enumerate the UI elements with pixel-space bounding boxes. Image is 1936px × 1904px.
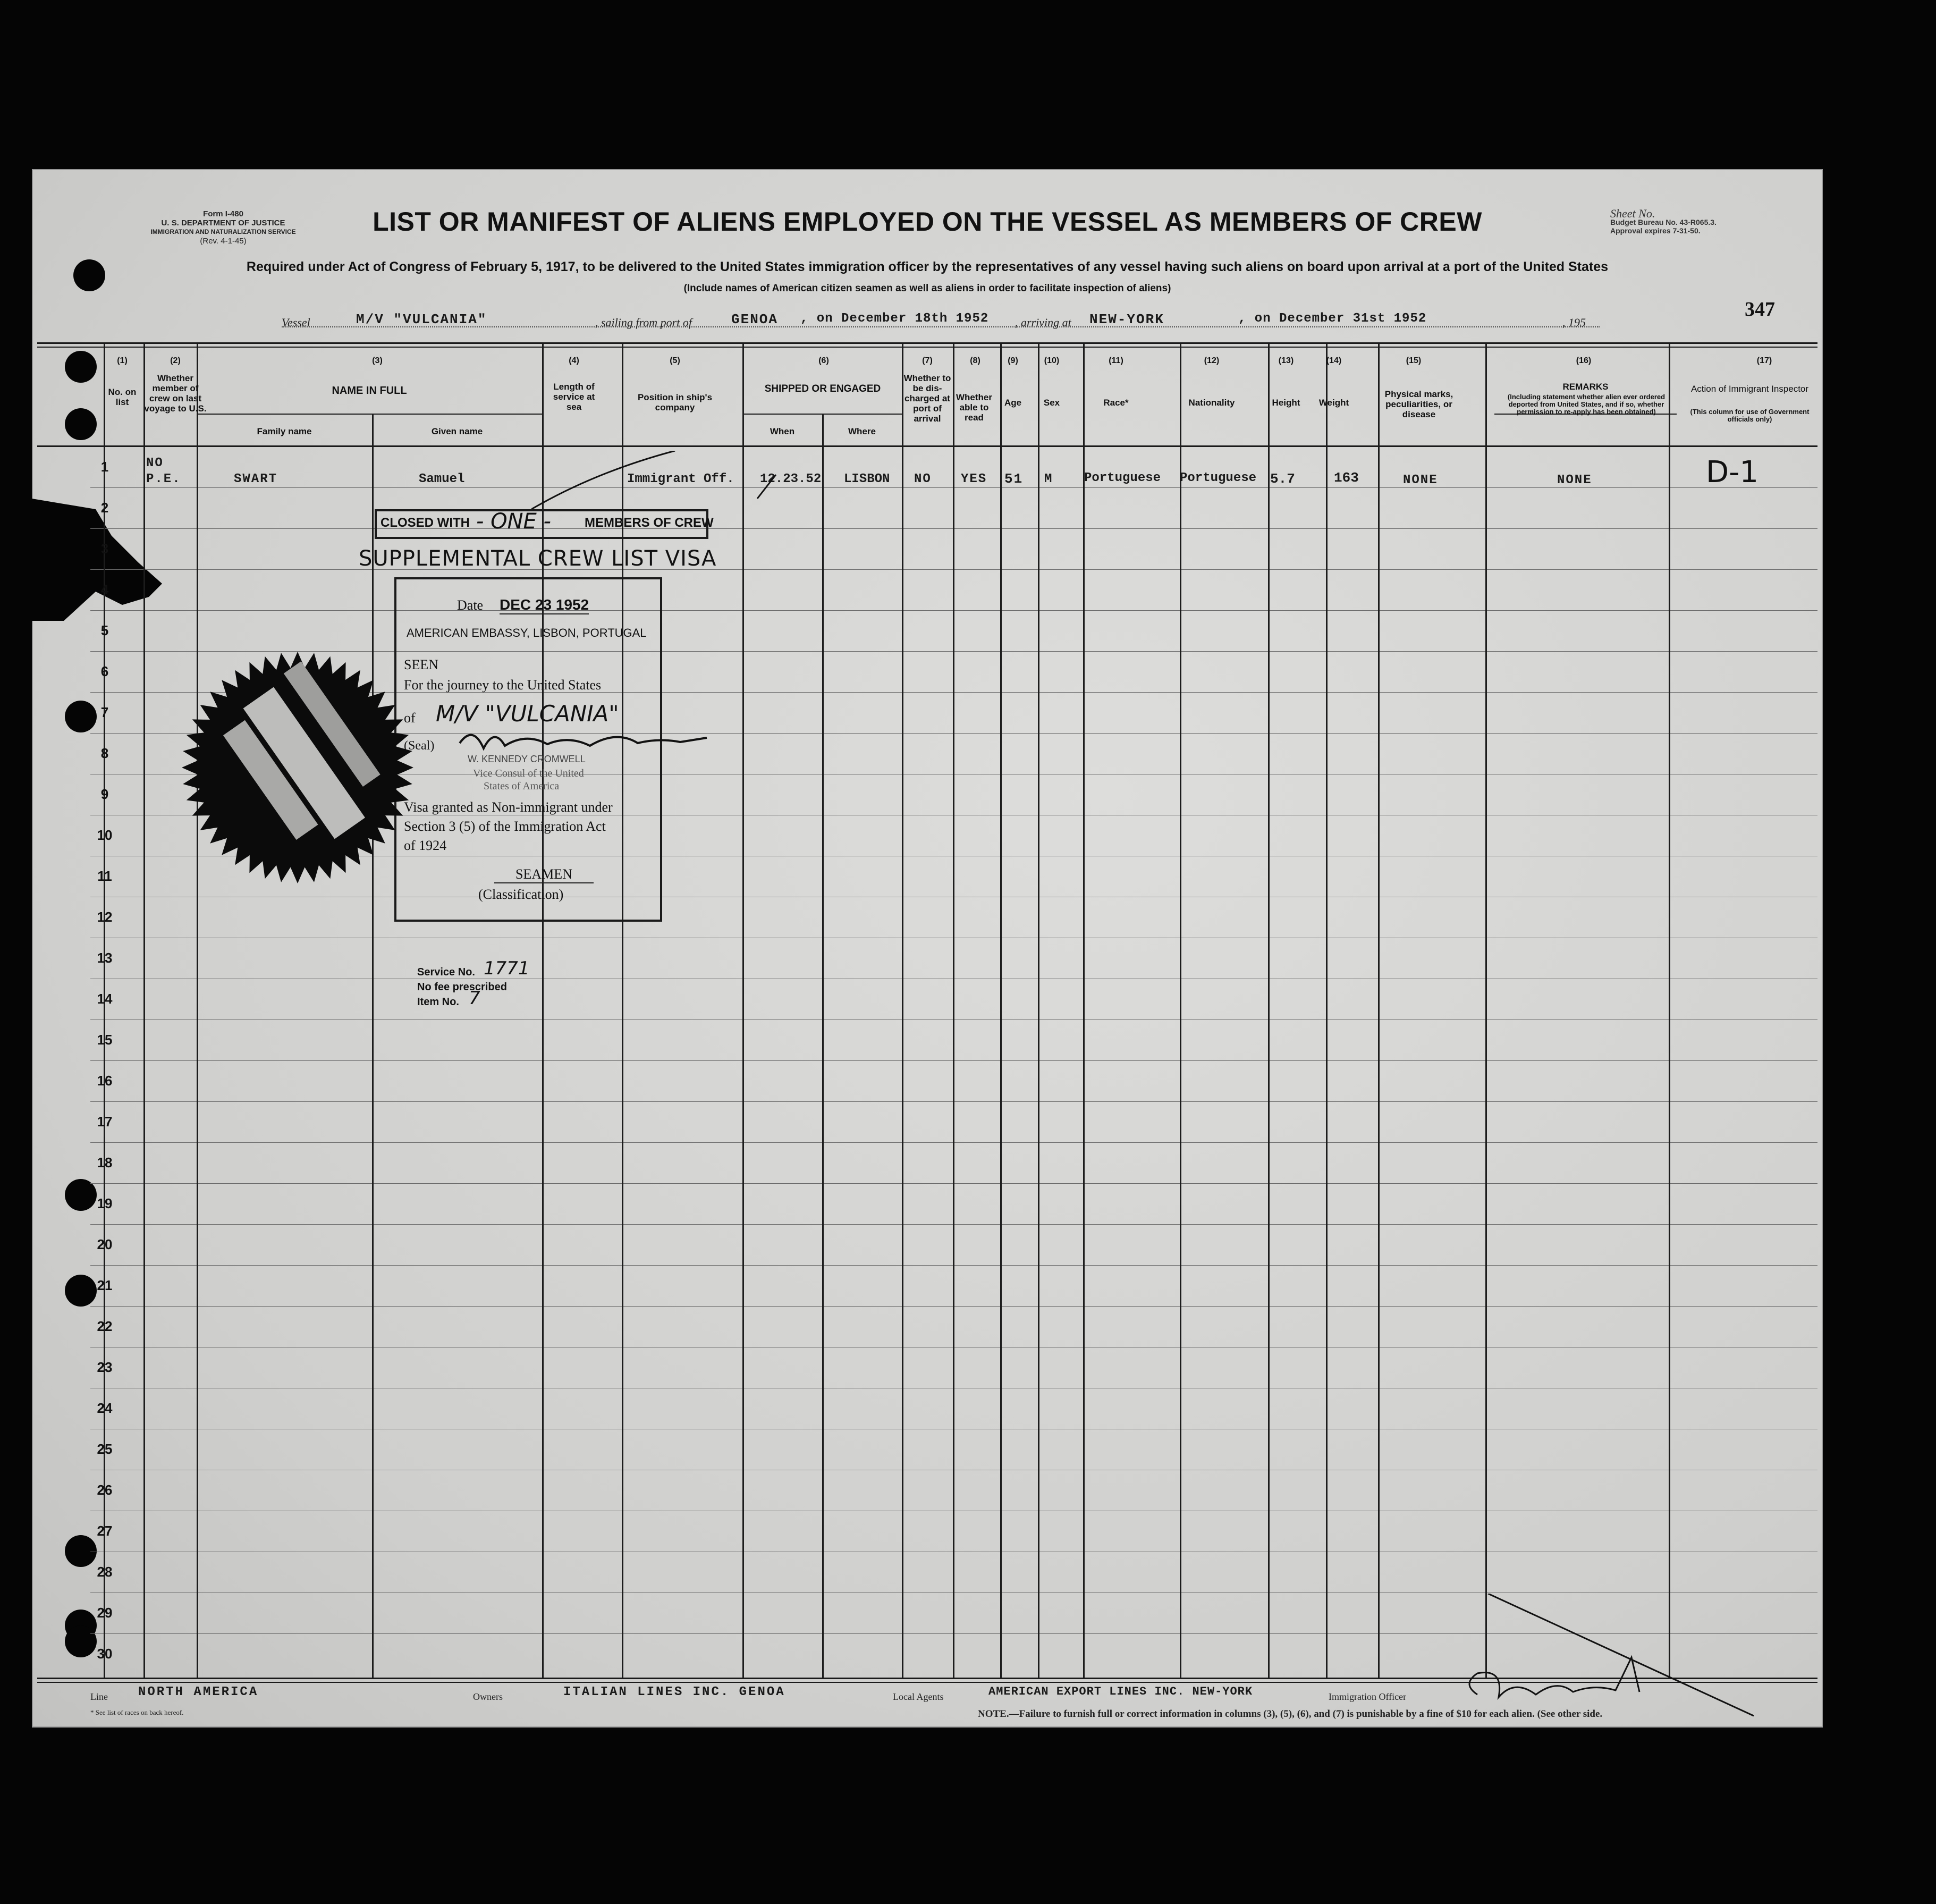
form-rev: (Rev. 4-1-45) — [200, 237, 247, 246]
footer-agents-value: AMERICAN EXPORT LINES INC. NEW-YORK — [988, 1685, 1253, 1698]
consul-title-2: States of America — [484, 780, 560, 792]
entry-given-name: Samuel — [419, 472, 465, 486]
col-num-7: (7) — [922, 356, 933, 365]
col-head-position: Position in ship's company — [637, 392, 713, 412]
column-rule — [1083, 344, 1085, 1679]
row-number: 4 — [100, 582, 109, 597]
arrival-date: , on December 31st 1952 — [1238, 311, 1427, 326]
row-number: 15 — [97, 1032, 113, 1048]
row-number: 5 — [100, 622, 109, 638]
col-num-11: (11) — [1109, 356, 1123, 365]
visa-classification: SEAMEN — [494, 866, 594, 883]
row-number: 19 — [97, 1195, 113, 1211]
entry-marks: NONE — [1403, 473, 1438, 487]
col-head-read: Whether able to read — [956, 392, 992, 423]
column-rule — [742, 344, 744, 1679]
row-number: 25 — [97, 1441, 113, 1457]
col-num-12: (12) — [1204, 356, 1220, 365]
row-number: 24 — [97, 1400, 113, 1416]
consul-title-1: Vice Consul of the United — [473, 768, 584, 779]
torn-edge — [32, 499, 170, 621]
footer-owners-label: Owners — [473, 1691, 503, 1702]
entry-when: 12.23.52 — [760, 472, 822, 486]
sailing-date: , on December 18th 1952 — [800, 311, 989, 326]
row-number: 11 — [97, 868, 112, 884]
entry-race: Portuguese — [1084, 471, 1161, 485]
col-head-when: When — [770, 426, 795, 436]
manifest-sheet — [32, 169, 1823, 1728]
row-number: 21 — [97, 1277, 113, 1293]
column-rule — [542, 344, 544, 1679]
column-rule — [1268, 344, 1270, 1679]
budget-bureau: Budget Bureau No. 43-R065.3. — [1610, 218, 1717, 226]
subtitle-note: (Include names of American citizen seamen as well as aliens in order to facilitate inspection of aliens) — [683, 283, 1171, 294]
column-rule — [953, 344, 954, 1679]
closed-members-label: MEMBERS OF CREW — [585, 516, 714, 530]
year-tail: , 195 — [1562, 316, 1586, 329]
visa-granted-2: Section 3 (5) of the Immigration Act — [404, 819, 606, 834]
column-rule — [822, 414, 824, 1679]
row-number: 9 — [100, 786, 109, 802]
col-head-discharged: Whether to be dis- charged at port of arrival — [903, 373, 951, 424]
visa-date-label: Date — [457, 597, 484, 613]
sheet-info — [1610, 209, 1780, 235]
sheet-label: Sheet No. — [1610, 207, 1655, 220]
col-head-remarks-note: (Including statement whether alien ever ordered deported from United States, and if so, whether permission to re-apply has been obtained) — [1507, 393, 1666, 416]
col-num-9: (9) — [1008, 356, 1018, 365]
service: IMMIGRATION AND NATURALIZATION SERVICE — [150, 228, 296, 235]
col-num-16: (16) — [1576, 356, 1592, 365]
item-label: Item No. — [417, 996, 459, 1008]
col-num-15: (15) — [1406, 356, 1422, 365]
column-rule — [197, 344, 198, 1679]
closed-with-label: CLOSED WITH — [381, 516, 470, 530]
visa-of-value: M/V "VULCANIA" — [436, 701, 619, 727]
entry-discharged: NO — [914, 472, 932, 486]
col-head-shipped: SHIPPED OR ENGAGED — [764, 383, 881, 394]
punch-hole — [65, 408, 97, 440]
visa-seen: SEEN — [404, 657, 438, 672]
entry-inspector: D-1 — [1706, 455, 1759, 490]
column-rule — [902, 344, 903, 1679]
arriving-label: , arriving at — [1015, 316, 1071, 329]
row-number: 18 — [97, 1155, 113, 1170]
footer-races-note: * See list of races on back hereof. — [90, 1708, 184, 1716]
col-head-nationality: Nationality — [1188, 398, 1235, 408]
visa-of-label: of — [404, 710, 416, 726]
column-rule — [372, 414, 374, 1679]
consul-name: W. KENNEDY CROMWELL — [468, 754, 586, 764]
col-head-family: Family name — [257, 426, 312, 436]
table-top-rule-2 — [37, 347, 1817, 348]
sheet-number: 347 — [1745, 298, 1775, 321]
consular-seal — [181, 651, 415, 884]
check-mark — [755, 472, 787, 504]
row-number: 8 — [100, 745, 109, 761]
approval-expires: Approval expires 7-31-50. — [1610, 226, 1701, 235]
entry-read: YES — [961, 472, 987, 486]
column-rule — [143, 344, 145, 1679]
col-num-1: (1) — [117, 356, 128, 365]
visa-granted-1: Visa granted as Non-immigrant under — [404, 799, 613, 815]
vessel-label: Vessel — [282, 316, 310, 329]
column-rule — [1378, 344, 1380, 1679]
entry-where: LISBON — [844, 472, 890, 486]
row-number: 3 — [100, 541, 109, 557]
col-head-service: Length of service at sea — [553, 382, 595, 412]
entry-remarks: NONE — [1557, 473, 1592, 487]
column-rule — [1000, 344, 1002, 1679]
service-no: 1771 — [484, 958, 530, 979]
row-number: 14 — [97, 991, 113, 1007]
row-number: 12 — [97, 909, 113, 925]
row-number: 28 — [97, 1564, 113, 1580]
row-number: 2 — [100, 500, 109, 516]
column-rule — [1180, 344, 1181, 1679]
entry-last-voyage-2: P.E. — [146, 472, 181, 486]
column-rule — [1038, 344, 1039, 1679]
col-num-6: (6) — [818, 356, 829, 365]
col-num-13: (13) — [1278, 356, 1294, 365]
row-number: 16 — [97, 1073, 113, 1089]
punch-hole — [65, 1535, 97, 1567]
column-rule — [1485, 344, 1487, 1679]
visa-embassy: AMERICAN EMBASSY, LISBON, PORTUGAL — [407, 626, 647, 639]
visa-granted-3: of 1924 — [404, 838, 447, 853]
row-number: 10 — [97, 827, 113, 843]
punch-hole — [65, 351, 97, 383]
col-num-14: (14) — [1326, 356, 1342, 365]
footer-line-value: NORTH AMERICA — [138, 1685, 259, 1699]
entry-family-name: SWART — [234, 472, 278, 486]
entry-position: Immigrant Off. — [627, 472, 734, 486]
col-head-marks: Physical marks, peculiarities, or disease — [1384, 389, 1453, 419]
row-number: 30 — [97, 1646, 113, 1662]
footer-owners-value: ITALIAN LINES INC. GENOA — [563, 1685, 785, 1699]
entry-age: 51 — [1004, 471, 1024, 487]
col-num-4: (4) — [569, 356, 579, 365]
vessel-name: M/V "VULCANIA" — [356, 311, 487, 327]
fee-note: No fee prescribed — [417, 981, 507, 993]
row-number: 22 — [97, 1318, 113, 1334]
department: U. S. DEPARTMENT OF JUSTICE — [161, 218, 285, 228]
row-number: 6 — [100, 663, 109, 679]
entry-last-voyage: NO — [146, 456, 164, 470]
row-number: 23 — [97, 1359, 113, 1375]
col-head-given: Given name — [431, 426, 483, 436]
subhead-rule-name — [197, 414, 542, 415]
col-head-age: Age — [1004, 398, 1022, 408]
footer-note: NOTE.—Failure to furnish full or correct information in columns (3), (5), (6), and (7) is punishable by a fine of $10 for each alien. (See other side. — [978, 1708, 1603, 1720]
header-bottom-rule — [37, 445, 1817, 447]
sailing-label: , sailing from port of — [595, 316, 692, 329]
row-number: 29 — [97, 1605, 113, 1621]
supplemental-visa-stamp: SUPPLEMENTAL CREW LIST VISA — [359, 546, 717, 571]
table-top-rule — [37, 342, 1817, 344]
col-head-last-voyage: Whether member of crew on last voyage to U.S. — [144, 373, 207, 414]
footer-officer-label: Immigration Officer — [1329, 1691, 1407, 1702]
col-num-10: (10) — [1044, 356, 1060, 365]
col-num-17: (17) — [1756, 356, 1772, 365]
col-head-inspector: Action of Immigrant Inspector — [1690, 384, 1809, 394]
subtitle: Required under Act of Congress of February 5, 1917, to be delivered to the United States immigration officer by the representatives of any vessel having such aliens on board upon arrival at a port of the United States — [246, 259, 1609, 274]
row-number: 13 — [97, 950, 113, 966]
row-number: 26 — [97, 1482, 113, 1498]
page-title: LIST OR MANIFEST OF ALIENS EMPLOYED ON THE VESSEL AS MEMBERS OF CREW — [373, 207, 1482, 237]
col-num-8: (8) — [970, 356, 980, 365]
col-head-inspector-note: (This column for use of Government officials only) — [1690, 408, 1810, 423]
entry-weight: 163 — [1334, 470, 1359, 486]
column-rule — [622, 344, 623, 1679]
check-mark — [531, 451, 691, 515]
row-number: 7 — [100, 704, 109, 720]
visa-classification-label: (Classification) — [478, 887, 564, 902]
officer-signature — [1456, 1594, 1764, 1721]
column-rule — [1326, 344, 1328, 1679]
footer-agents-label: Local Agents — [893, 1691, 944, 1702]
col-head-where: Where — [848, 426, 876, 436]
visa-journey: For the journey to the United States — [404, 677, 602, 693]
entry-height: 5.7 — [1270, 471, 1295, 487]
col-num-5: (5) — [670, 356, 680, 365]
footer-line-label: Line — [90, 1691, 108, 1702]
row-number: 27 — [97, 1523, 113, 1539]
entry-nationality: Portuguese — [1180, 471, 1257, 485]
col-head-height: Height — [1272, 398, 1300, 408]
col-head-sex: Sex — [1043, 398, 1060, 408]
row-number: 1 — [100, 459, 109, 475]
col-head-race: Race* — [1103, 398, 1129, 408]
sailing-port: GENOA — [731, 311, 779, 327]
col-num-2: (2) — [170, 356, 181, 365]
col-num-3: (3) — [372, 356, 383, 365]
row-number: 20 — [97, 1236, 113, 1252]
form-number: Form I-480 — [203, 209, 243, 218]
arrival-port: NEW-YORK — [1089, 311, 1164, 327]
col-head-no: No. on list — [108, 387, 137, 407]
row-number: 17 — [97, 1114, 113, 1130]
column-rule — [1669, 344, 1670, 1679]
col-head-remarks: REMARKS — [1562, 382, 1609, 392]
item-no: 7 — [469, 988, 480, 1009]
service-no-label: Service No. — [417, 966, 475, 978]
visa-seal: (Seal) — [404, 739, 435, 753]
visa-date-value: DEC 23 1952 — [500, 596, 589, 614]
col-head-name: NAME IN FULL — [332, 385, 407, 397]
entry-sex: M — [1044, 472, 1053, 486]
col-head-weight: Weight — [1318, 398, 1349, 408]
closed-count: - ONE - — [476, 509, 551, 534]
